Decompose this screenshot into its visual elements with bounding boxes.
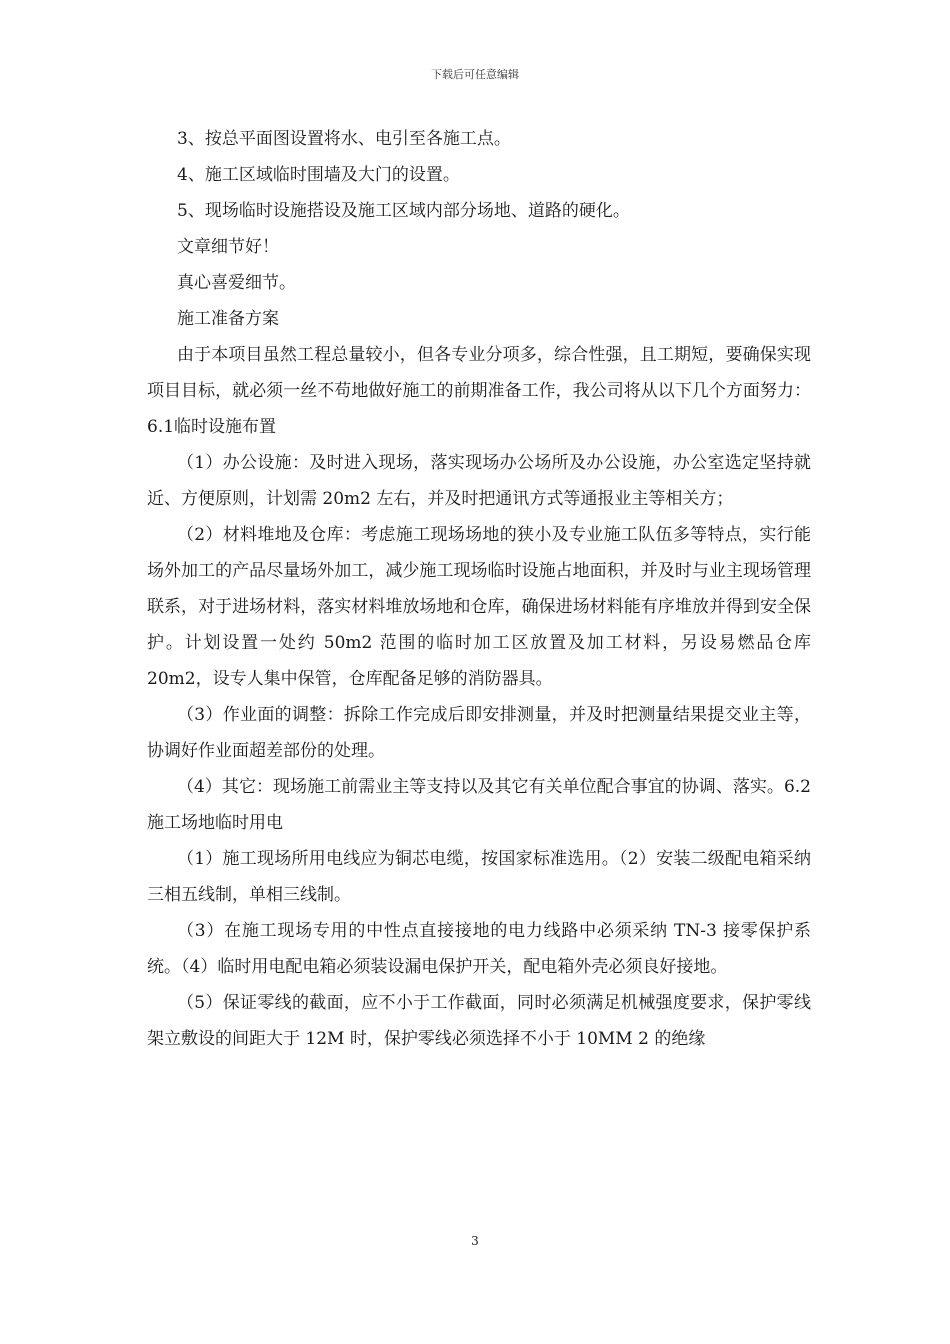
paragraph-intro: 由于本项目虽然工程总量较小，但各专业分项多，综合性强，且工期短，要确保实现项目目标，就必须一丝不苟地做好施工的前期准备工作，我公司将从以下几个方面努力：6.1临时设施布置 [147, 345, 811, 437]
document-body [147, 121, 811, 1057]
paragraph-item-3: 3、按总平面图设置将水、电引至各施工点。 [177, 129, 511, 149]
paragraph-item-5: 5、现场临时设施搭设及施工区域内部分场地、道路的硬化。 [177, 201, 630, 221]
paragraph-electric-1-2: （1）施工现场所用电线应为铜芯电缆，按国家标准选用。（2）安装二级配电箱采纳三相五线制，单相三线制。 [147, 849, 811, 905]
paragraph-item-4: 4、施工区域临时围墙及大门的设置。 [177, 165, 460, 185]
paragraph-electric-3-4: （3）在施工现场专用的中性点直接接地的电力线路中必须采纳 TN-3 接零保护系统。（4）临时用电配电箱必须装设漏电保护开关，配电箱外壳必须良好接地。 [147, 921, 811, 977]
page-number: 3 [471, 1234, 479, 1248]
paragraph-note-2: 真心喜爱细节。 [177, 273, 296, 293]
paragraph-material-storage: （2）材料堆地及仓库：考虑施工现场场地的狭小及专业施工队伍多等特点，实行能场外加工的产品尽量场外加工，减少施工现场临时设施占地面积，并及时与业主现场管理联系，对于进场材料，落实材料堆放场地和仓库，确保进场材料能有序堆放并得到安全保护。计划设置一处约 50m2 范围的临时加工区放置及加工材料，另设易燃品仓库 20m2，设专人集中保管，仓库配备足够的消防器具。 [147, 525, 811, 689]
paragraph-other: （4）其它：现场施工前需业主等支持以及其它有关单位配合事宜的协调、落实。6.2施工场地临时用电 [147, 777, 811, 833]
paragraph-note-1: 文章细节好！ [177, 237, 279, 257]
paragraph-office-facilities: （1）办公设施：及时进入现场，落实现场办公场所及办公设施，办公室选定坚持就近、方便原则，计划需 20m2 左右，并及时把通讯方式等通报业主等相关方； [147, 453, 811, 509]
page-header: 下载后可任意编辑 [431, 68, 519, 81]
paragraph-electric-5: （5）保证零线的截面，应不小于工作截面，同时必须满足机械强度要求，保护零线架立敷设的间距大于 12M 时，保护零线必须选择不小于 10MM 2 的绝缘 [147, 993, 811, 1049]
paragraph-work-surface: （3）作业面的调整：拆除工作完成后即安排测量，并及时把测量结果提交业主等，协调好作业面超差部份的处理。 [147, 705, 811, 761]
section-heading: 施工准备方案 [177, 309, 279, 329]
